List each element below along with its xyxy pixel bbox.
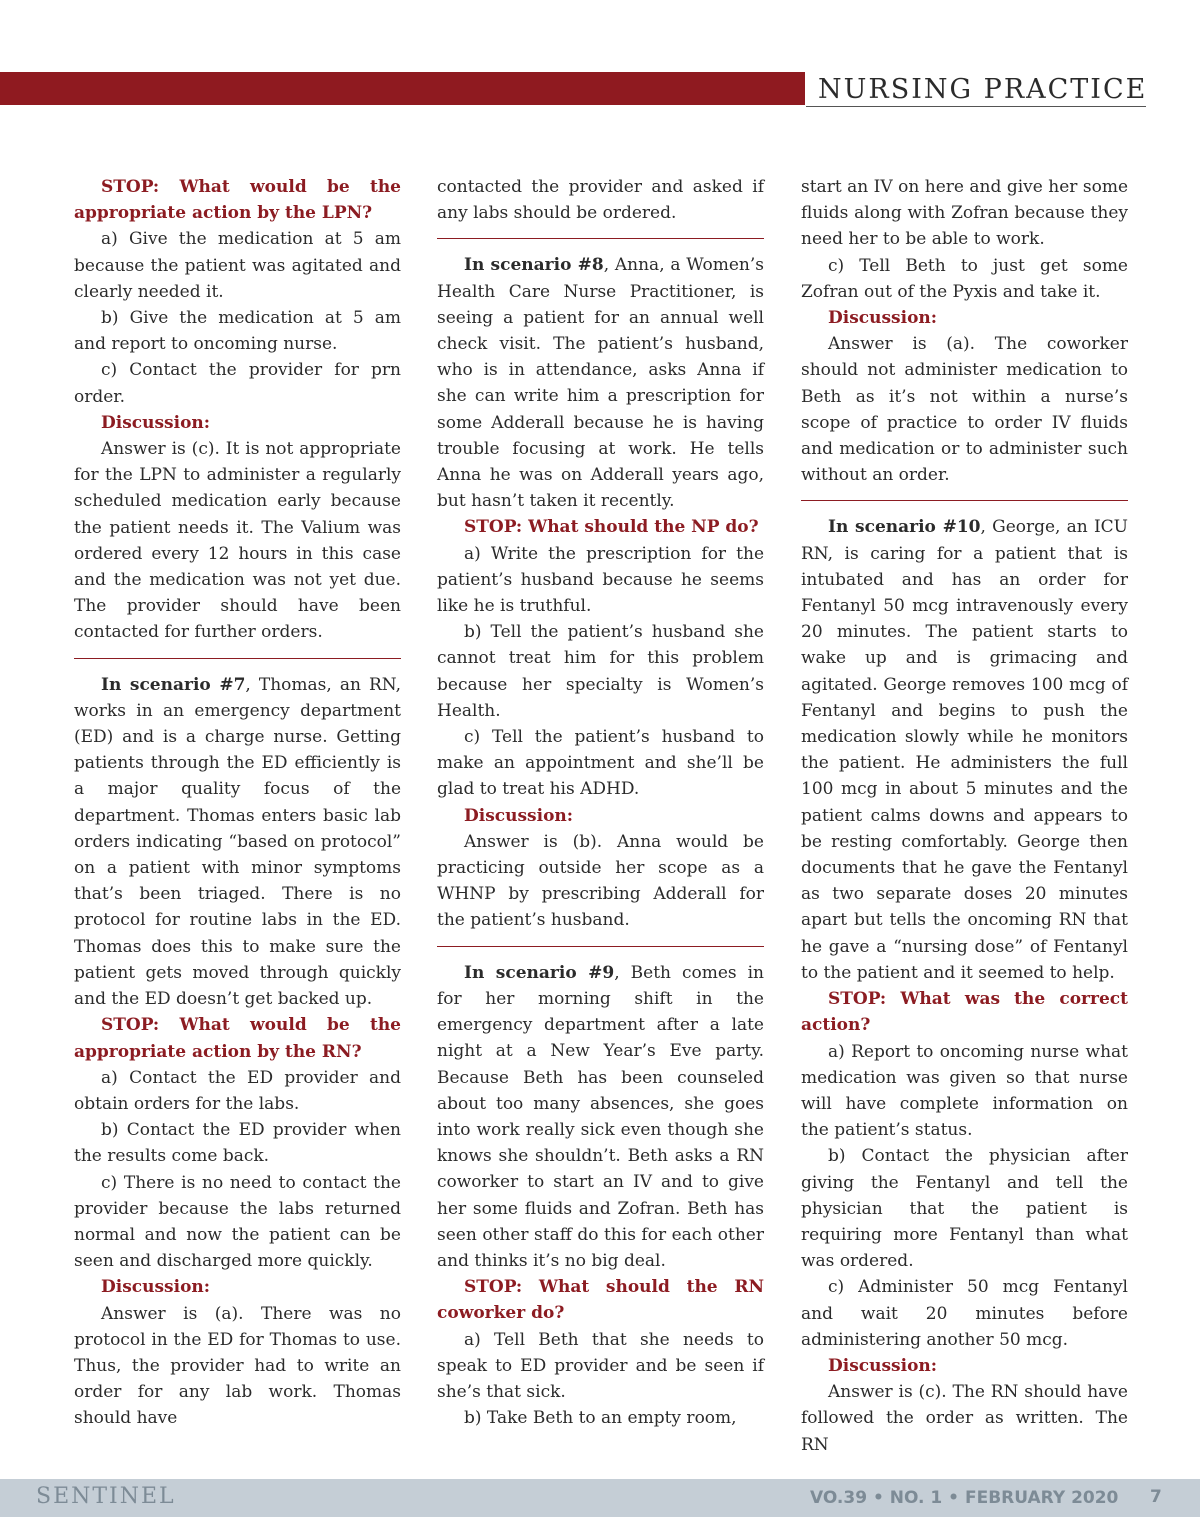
scenario-lead: In scenario #7 bbox=[101, 674, 246, 695]
stop-question: STOP: What would be the appropriate action by the RN? bbox=[74, 1015, 401, 1062]
answer-option: c) There is no need to contact the provider because the labs returned normal and now the patient can be seen and discharged more quickly. bbox=[74, 1172, 401, 1272]
scenario-text: , George, an ICU RN, is caring for a patient that is intubated and has an order for Fentanyl 50 mcg intravenously every 20 minutes. The patient starts to wake up and is grimacing and agitated. George removes 100 mcg of Fentanyl and begins to push the medication slowly while he monitors the patient. He administers the full 100 mcg in about 5 minutes and the patient calms downs and appears to be resting comfortably. George then documents that he gave the Fentanyl as two separate doses 20 minutes apart but tells the oncoming RN that he gave a “nursing dose” of Fentanyl to the patient and it seemed to help. bbox=[801, 517, 1128, 983]
scenario-paragraph bbox=[437, 960, 764, 1274]
discussion-heading: Discussion: bbox=[828, 1355, 938, 1376]
answer-option: c) Tell Beth to just get some Zofran out of the Pyxis and take it. bbox=[801, 255, 1128, 302]
answer-option: b) Give the medication at 5 am and report to oncoming nurse. bbox=[74, 308, 401, 355]
scenario-lead: In scenario #8 bbox=[464, 255, 604, 276]
discussion-heading: Discussion: bbox=[828, 308, 938, 329]
discussion-heading: Discussion: bbox=[101, 1277, 211, 1298]
column-3 bbox=[801, 174, 1128, 1458]
scenario-divider bbox=[437, 238, 764, 239]
answer-option: b) Contact the physician after giving the Fentanyl and tell the physician that the patient is requiring more Fentanyl than what was ordered. bbox=[801, 1146, 1128, 1272]
header-accent-bar bbox=[0, 72, 805, 105]
stop-question: STOP: What was the correct action? bbox=[801, 989, 1128, 1036]
section-title: NURSING PRACTICE bbox=[818, 74, 1148, 105]
scenario-text: , Anna, a Women’s Health Care Nurse Practitioner, is seeing a patient for an annual well check visit. The patient’s husband, who is in attendance, asks Anna if she can write him a prescription for some Adderall because he is having trouble focusing at work. He tells Anna he was on Adderall years ago, but hasn’t taken it recently. bbox=[437, 255, 765, 512]
page-number: 7 bbox=[1150, 1487, 1162, 1507]
answer-option: a) Give the medication at 5 am because the patient was agitated and clearly needed it. bbox=[74, 229, 401, 302]
stop-question: STOP: What should the RN coworker do? bbox=[437, 1277, 764, 1324]
scenario-text: , Thomas, an RN, works in an emergency department (ED) and is a charge nurse. Getting patients through the ED efficiently is a major quality focus of the department. Thomas enters basic lab orders indicating “based on protocol” on a patient with minor symptoms that’s been triaged. There is no protocol for routine labs in the ED. Thomas does this to make sure the patient gets moved through quickly and the ED doesn’t get backed up. bbox=[74, 674, 401, 1010]
stop-question: STOP: What should the NP do? bbox=[464, 517, 759, 538]
answer-option: a) Write the prescription for the patient’s husband because he seems like he is truthful. bbox=[437, 543, 764, 617]
scenario-lead: In scenario #10 bbox=[828, 517, 981, 538]
page-footer bbox=[0, 1479, 1200, 1517]
scenario-divider bbox=[437, 946, 764, 947]
scenario-paragraph bbox=[437, 252, 764, 514]
discussion-text: Answer is (b). Anna would be practicing outside her scope as a WHNP by prescribing Adderall for the patient’s husband. bbox=[437, 831, 764, 931]
answer-option: c) Administer 50 mcg Fentanyl and wait 20 minutes before administering another 50 mcg. bbox=[801, 1277, 1128, 1350]
scenario-text: , Beth comes in for her morning shift in the emergency department after a late night at a New Year’s Eve party. Because Beth has been counseled about too many absences, she goes into work really sick even though she knows she shouldn’t. Beth asks a RN coworker to start an IV and to give her some fluids and Zofran. Beth has seen other staff do this for each other and thinks it’s no big deal. bbox=[437, 962, 765, 1271]
discussion-text: Answer is (c). It is not appropriate for the LPN to administer a regularly scheduled medication early because the patient needs it. The Valium was ordered every 12 hours in this case and the medication was not yet due. The provider should have been contacted for further orders. bbox=[74, 439, 401, 643]
column-1 bbox=[74, 174, 401, 1432]
answer-option: b) Contact the ED provider when the results come back. bbox=[74, 1120, 401, 1167]
answer-option: c) Tell the patient’s husband to make an appointment and she’ll be glad to treat his ADHD. bbox=[437, 727, 764, 800]
scenario-divider bbox=[801, 500, 1128, 501]
scenario-paragraph bbox=[801, 514, 1128, 986]
publication-name: SENTINEL bbox=[36, 1484, 176, 1509]
answer-option: b) Tell the patient’s husband she cannot treat him for this problem because her specialty is Women’s Health. bbox=[437, 622, 764, 721]
discussion-text-continued: contacted the provider and asked if any labs should be ordered. bbox=[437, 177, 764, 224]
answer-option: a) Report to oncoming nurse what medication was given so that nurse will have complete information on the patient’s status. bbox=[801, 1041, 1128, 1141]
scenario-divider bbox=[74, 658, 401, 659]
column-2 bbox=[437, 174, 764, 1431]
answer-option: b) Take Beth to an empty room, bbox=[464, 1408, 737, 1429]
discussion-heading: Discussion: bbox=[464, 805, 574, 826]
discussion-text: Answer is (a). There was no protocol in the ED for Thomas to use. Thus, the provider had to write an order for any lab work. Thomas should have bbox=[74, 1303, 401, 1429]
answer-option: c) Contact the provider for prn order. bbox=[74, 360, 401, 407]
discussion-text: Answer is (c). The RN should have followed the order as written. The RN bbox=[801, 1382, 1128, 1455]
discussion-text: Answer is (a). The coworker should not administer medication to Beth as it’s not within a nurse’s scope of practice to order IV fluids and medication or to administer such without an order. bbox=[801, 334, 1128, 486]
answer-option-continued: start an IV on here and give her some fluids along with Zofran because they need her to be able to work. bbox=[801, 177, 1128, 250]
scenario-paragraph bbox=[74, 672, 401, 1013]
header-divider bbox=[806, 106, 1146, 107]
discussion-heading: Discussion: bbox=[101, 412, 211, 433]
scenario-lead: In scenario #9 bbox=[464, 962, 615, 983]
issue-info: VO.39 • NO. 1 • FEBRUARY 2020 bbox=[810, 1488, 1119, 1508]
stop-question: STOP: What would be the appropriate action by the LPN? bbox=[74, 177, 401, 224]
answer-option: a) Contact the ED provider and obtain orders for the labs. bbox=[74, 1067, 401, 1114]
answer-option: a) Tell Beth that she needs to speak to ED provider and be seen if she’s that sick. bbox=[437, 1329, 764, 1402]
